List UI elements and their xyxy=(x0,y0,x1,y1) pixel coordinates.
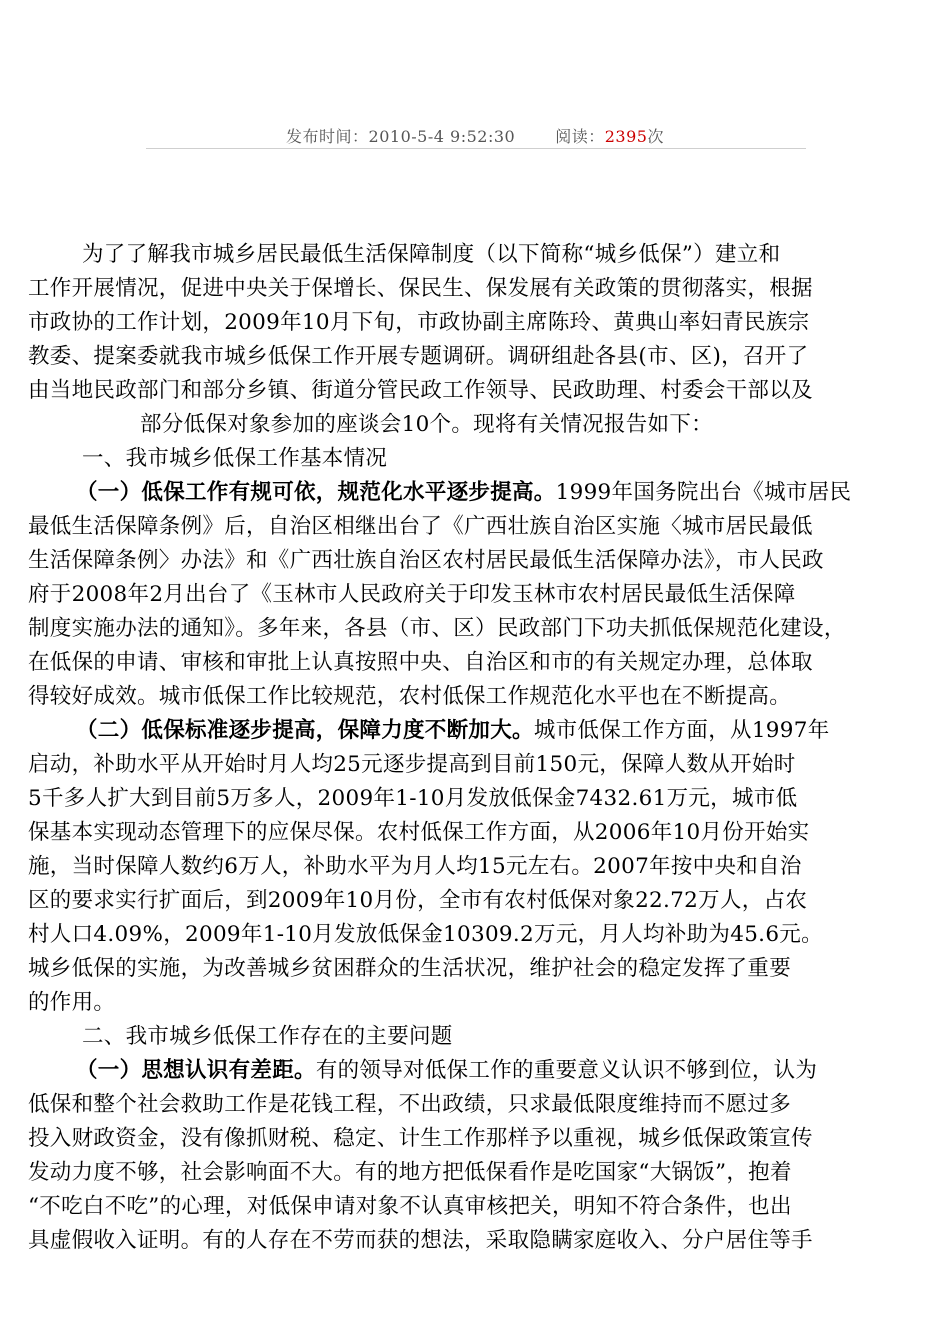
subheading-3: （一）思想认识有差距。 xyxy=(76,1058,316,1083)
text-line: 最低生活保障条例》后，自治区相继出台了《广西壮族自治区实施〈城市居民最低 xyxy=(28,514,813,539)
text-line: 低保和整个社会救助工作是花钱工程，不出政绩，只求最低限度维持而不愿过多 xyxy=(28,1092,792,1117)
text-line: 保基本实现动态管理下的应保尽保。农村低保工作方面，从2006年10月份开始实 xyxy=(28,820,810,845)
text-line: 由当地民政部门和部分乡镇、街道分管民政工作领导、民政助理、村委会干部以及 xyxy=(28,378,813,403)
text-line: 5千多人扩大到目前5万多人，2009年1-10月发放低保金7432.61万元，城市低 xyxy=(28,786,798,811)
reads-label: 阅读： xyxy=(555,127,605,146)
text-line: 教委、提案委就我市城乡低保工作开展专题调研。调研组赴各县(市、区)，召开了 xyxy=(28,344,809,369)
reads-count: 2395 xyxy=(604,127,648,146)
text-line: 制度实施办法的通知》。多年来，各县（市、区）民政部门下功夫抓低保规范化建设， xyxy=(28,616,846,641)
text-line: 部分低保对象参加的座谈会10个。现将有关情况报告如下： xyxy=(140,412,713,437)
text-line: 具虚假收入证明。有的人存在不劳而获的想法，采取隐瞒家庭收入、分户居住等手 xyxy=(28,1228,813,1253)
subheading-1: （一）低保工作有规可依，规范化水平逐步提高。 xyxy=(76,480,556,505)
paragraph-1-lead: 1999年国务院出台《城市居民 xyxy=(555,480,852,505)
text-line: 启动，补助水平从开始时月人均25元逐步提高到目前150元，保障人数从开始时 xyxy=(28,752,796,777)
reads-unit: 次 xyxy=(647,127,664,146)
subheading-2: （二）低保标准逐步提高，保障力度不断加大。 xyxy=(76,718,534,743)
publish-time: 发布时间：2010-5-4 9:52:30 xyxy=(286,127,516,146)
text-line: 施，当时保障人数约6万人，补助水平为月人均15元左右。2007年按中央和自治 xyxy=(28,854,802,879)
paragraph-3-first-line xyxy=(28,1054,922,1088)
text-line: 为了了解我市城乡居民最低生活保障制度（以下简称“城乡低保”）建立和 xyxy=(82,242,781,267)
article-meta xyxy=(0,124,950,147)
section-heading-1: 一、我市城乡低保工作基本情况 xyxy=(82,446,388,471)
header-divider xyxy=(146,148,806,149)
text-line: 村人口4.09%，2009年1-10月发放低保金10309.2万元，月人均补助为45.6元。 xyxy=(28,922,823,947)
text-line: 在低保的申请、审核和审批上认真按照中央、自治区和市的有关规定办理，总体取 xyxy=(28,650,813,675)
article-body xyxy=(28,238,922,1258)
text-line: 工作开展情况，促进中央关于保增长、保民生、保发展有关政策的贯彻落实，根据 xyxy=(28,276,813,301)
paragraph-3-lead: 有的领导对低保工作的重要意义认识不够到位，认为 xyxy=(315,1058,818,1083)
text-line: 生活保障条例〉办法》和《广西壮族自治区农村居民最低生活保障办法》，市人民政 xyxy=(28,548,824,573)
section-heading-2: 二、我市城乡低保工作存在的主要问题 xyxy=(82,1024,453,1049)
text-line: 府于2008年2月出台了《玉林市人民政府关于印发玉林市农村居民最低生活保障 xyxy=(28,582,796,607)
paragraph-2-first-line xyxy=(28,714,922,748)
text-line: 投入财政资金，没有像抓财税、稳定、计生工作那样予以重视，城乡低保政策宣传 xyxy=(28,1126,813,1151)
text-line: 城乡低保的实施，为改善城乡贫困群众的生活状况，维护社会的稳定发挥了重要 xyxy=(28,956,792,981)
text-line: “不吃白不吃”的心理，对低保申请对象不认真审核把关，明知不符合条件，也出 xyxy=(28,1194,792,1219)
paragraph-1-first-line xyxy=(28,476,922,510)
text-line: 得较好成效。城市低保工作比较规范，农村低保工作规范化水平也在不断提高。 xyxy=(28,684,792,709)
text-line: 发动力度不够，社会影响面不大。有的地方把低保看作是吃国家“大锅饭”，抱着 xyxy=(28,1160,792,1185)
text-line: 的作用。 xyxy=(28,990,116,1015)
paragraph-2-lead: 城市低保工作方面，从1997年 xyxy=(533,718,830,743)
text-line: 区的要求实行扩面后，到2009年10月份，全市有农村低保对象22.72万人，占农 xyxy=(28,888,808,913)
text-line: 市政协的工作计划，2009年10月下旬，市政协副主席陈玲、黄典山率妇青民族宗 xyxy=(28,310,810,335)
